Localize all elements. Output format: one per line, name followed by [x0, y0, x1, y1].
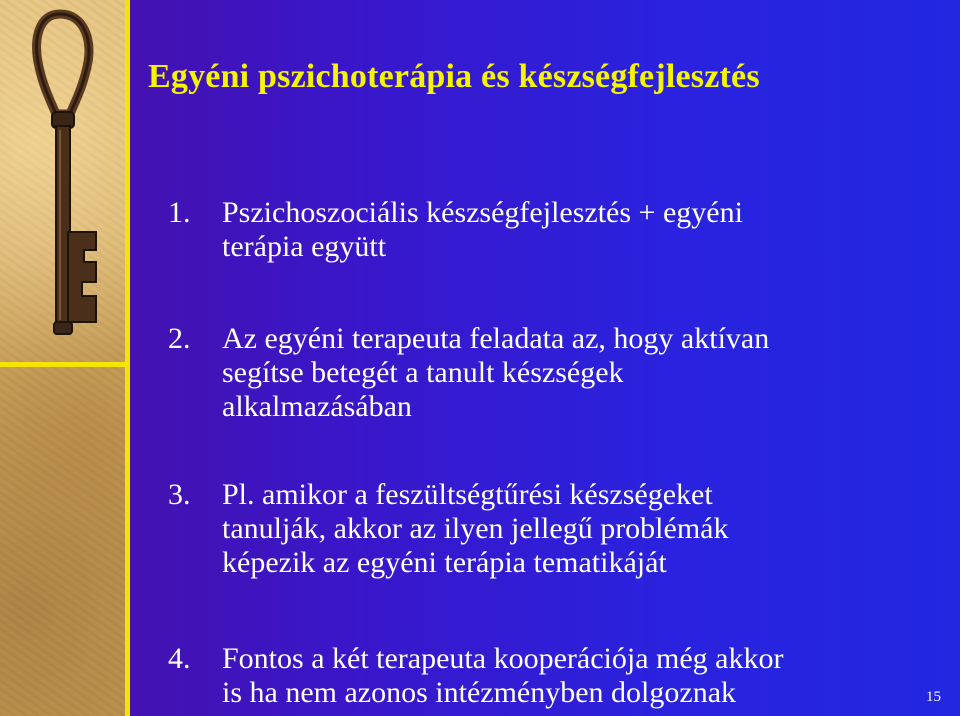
item-text [222, 196, 743, 264]
antique-key-icon [0, 0, 125, 362]
item-text [222, 642, 783, 710]
item-number: 2. [168, 322, 191, 355]
item-text [222, 322, 769, 424]
item-line: is ha nem azonos intézményben dolgoznak [222, 676, 737, 709]
item-number: 4. [168, 642, 191, 675]
item-line: alkalmazásában [222, 390, 412, 423]
item-line: Az egyéni terapeuta feladata az, hogy aktívan [222, 322, 770, 355]
item-line: képezik az egyéni terápia tematikáját [222, 546, 667, 579]
item-line: terápia együtt [222, 230, 387, 263]
item-line: segítse betegét a tanult készségek [222, 356, 624, 389]
horizontal-rule [0, 362, 130, 367]
page-number: 15 [926, 689, 941, 705]
item-line: Pl. amikor a feszültségtűrési készségeket [222, 478, 713, 511]
slide-title: Egyéni pszichoterápia és készségfejlesztés [148, 58, 760, 95]
item-text [222, 478, 728, 580]
item-number: 1. [168, 196, 191, 229]
parchment-strip [0, 0, 125, 716]
item-line: Fontos a két terapeuta kooperációja még akkor [222, 642, 784, 675]
item-line: tanulják, akkor az ilyen jellegű problémák [222, 512, 729, 545]
item-line: Pszichoszociális készségfejlesztés + egyéni [222, 196, 743, 229]
item-number: 3. [168, 478, 191, 511]
vertical-rule [125, 0, 130, 716]
